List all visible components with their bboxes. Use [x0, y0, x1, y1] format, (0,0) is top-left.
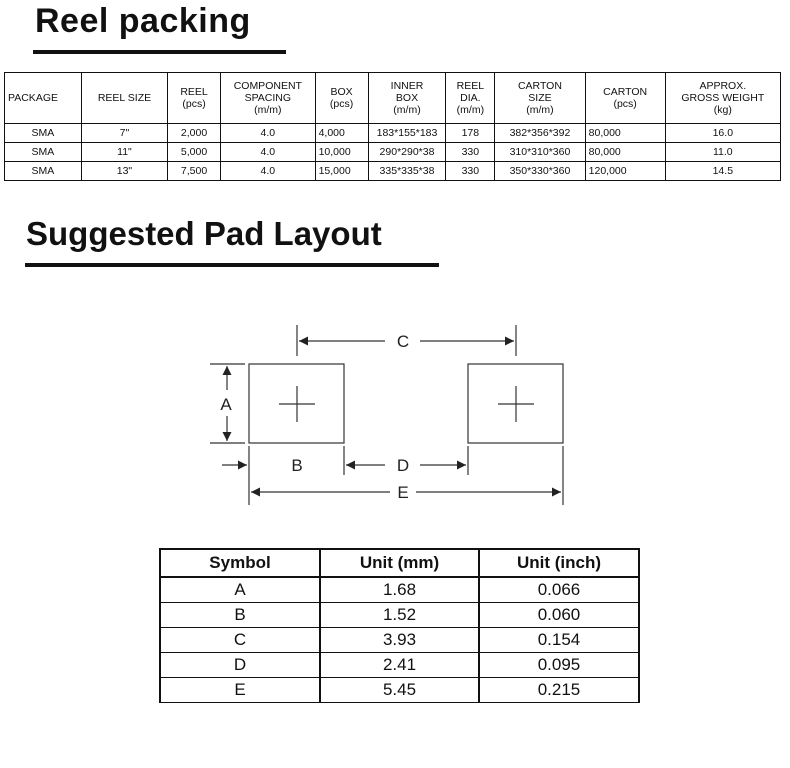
reel-table-cell: 335*335*38 — [368, 162, 446, 181]
reel-table-header-cell — [495, 73, 585, 124]
dims-table-cell: 5.45 — [320, 678, 479, 703]
reel-table-row — [5, 143, 781, 162]
dims-table-cell: 0.060 — [479, 603, 639, 628]
header-line: (pcs) — [613, 98, 637, 110]
header-line: DIA. — [460, 92, 481, 104]
pad-dimensions-table — [159, 548, 640, 703]
dims-table-cell: 2.41 — [320, 653, 479, 678]
reel-table-row — [5, 162, 781, 181]
reel-table-row — [5, 124, 781, 143]
header-line: REEL SIZE — [97, 92, 152, 104]
reel-table-cell: 11.0 — [665, 143, 780, 162]
reel-table-cell: SMA — [5, 124, 82, 143]
header-line: CARTON — [603, 86, 648, 98]
header-line: REEL — [180, 86, 208, 98]
reel-table-header-cell — [221, 73, 316, 124]
reel-table-cell: 120,000 — [585, 162, 665, 181]
header-line: (kg) — [713, 104, 732, 116]
reel-table-header-cell — [446, 73, 495, 124]
label-b: B — [291, 456, 303, 475]
reel-table-header-cell — [168, 73, 221, 124]
reel-table-cell: 4.0 — [221, 143, 316, 162]
header-line: SPACING — [244, 92, 292, 104]
header-line: (m/m) — [456, 104, 485, 116]
header-line: CARTON — [517, 80, 562, 92]
reel-table-cell: 382*356*392 — [495, 124, 585, 143]
reel-table-cell: 2,000 — [168, 124, 221, 143]
reel-table-cell: 15,000 — [315, 162, 368, 181]
dims-table-row — [160, 603, 639, 628]
header-line: BOX — [395, 92, 419, 104]
header-line: REEL — [456, 80, 485, 92]
reel-table-header-cell — [368, 73, 446, 124]
dims-table-cell: B — [160, 603, 320, 628]
reel-table-cell: 14.5 — [665, 162, 780, 181]
reel-table-cell: 80,000 — [585, 143, 665, 162]
header-line: APPROX. — [699, 80, 747, 92]
reel-packing-table — [4, 72, 781, 181]
reel-table-cell: 183*155*183 — [368, 124, 446, 143]
reel-table-cell: 350*330*360 — [495, 162, 585, 181]
reel-table-cell: 178 — [446, 124, 495, 143]
header-line: GROSS WEIGHT — [681, 92, 765, 104]
reel-table-cell: SMA — [5, 143, 82, 162]
label-e: E — [397, 483, 409, 502]
dims-table-cell: C — [160, 628, 320, 653]
right-pad-center-mark — [498, 386, 534, 422]
header-line: (pcs) — [329, 98, 354, 110]
reel-table-cell: 11" — [81, 143, 167, 162]
header-line: (m/m) — [254, 104, 282, 116]
dims-table-cell: 1.52 — [320, 603, 479, 628]
pad-layout-diagram — [0, 300, 790, 510]
dims-table-cell: 0.066 — [479, 577, 639, 603]
label-d: D — [396, 456, 410, 475]
label-c: C — [396, 332, 410, 351]
reel-table-cell: 16.0 — [665, 124, 780, 143]
reel-table-header-row — [5, 73, 781, 124]
reel-table-header-cell — [665, 73, 780, 124]
header-line: (m/m) — [526, 104, 554, 116]
pad-layout-title-underline — [25, 263, 439, 267]
dims-table-header-cell: Unit (mm) — [320, 549, 479, 577]
reel-packing-title-underline — [33, 50, 286, 54]
reel-table-cell: 330 — [446, 162, 495, 181]
dims-table-cell: 0.095 — [479, 653, 639, 678]
reel-table-cell: 5,000 — [168, 143, 221, 162]
reel-table-header-cell — [5, 73, 82, 124]
reel-table-cell: 330 — [446, 143, 495, 162]
reel-table-cell: SMA — [5, 162, 82, 181]
pad-layout-title: Suggested Pad Layout — [26, 215, 382, 252]
dims-table-cell: 1.68 — [320, 577, 479, 603]
reel-table-cell: 10,000 — [315, 143, 368, 162]
dimension-b-d — [222, 446, 563, 505]
dims-table-cell: 0.215 — [479, 678, 639, 703]
reel-table-cell: 310*310*360 — [495, 143, 585, 162]
dims-table-cell: E — [160, 678, 320, 703]
dims-table-cell: 3.93 — [320, 628, 479, 653]
reel-packing-title: Reel packing — [35, 2, 251, 40]
header-line: (pcs) — [182, 98, 206, 110]
dims-table-cell: A — [160, 577, 320, 603]
reel-table-cell: 4.0 — [221, 124, 316, 143]
left-pad-center-mark — [279, 386, 315, 422]
dims-table-row — [160, 628, 639, 653]
header-line: BOX — [330, 86, 353, 98]
dims-table-header-cell: Symbol — [160, 549, 320, 577]
label-a: A — [220, 395, 232, 414]
header-line: INNER — [390, 80, 424, 92]
reel-table-cell: 7" — [81, 124, 167, 143]
reel-table-cell: 4,000 — [315, 124, 368, 143]
dims-table-header-cell: Unit (inch) — [479, 549, 639, 577]
reel-table-header-cell — [315, 73, 368, 124]
dims-table-cell: 0.154 — [479, 628, 639, 653]
header-line: (m/m) — [393, 104, 421, 116]
dims-table-header-row — [160, 549, 639, 577]
reel-table-cell: 290*290*38 — [368, 143, 446, 162]
reel-table-cell: 7,500 — [168, 162, 221, 181]
dims-table-row — [160, 577, 639, 603]
header-line: PACKAGE — [8, 92, 58, 104]
reel-table-header-cell — [81, 73, 167, 124]
reel-table-cell: 4.0 — [221, 162, 316, 181]
reel-table-cell: 80,000 — [585, 124, 665, 143]
reel-table-cell: 13" — [81, 162, 167, 181]
header-line: COMPONENT — [233, 80, 302, 92]
dims-table-row — [160, 653, 639, 678]
reel-table-header-cell — [585, 73, 665, 124]
header-line: SIZE — [528, 92, 552, 104]
dims-table-cell: D — [160, 653, 320, 678]
dims-table-row — [160, 678, 639, 703]
